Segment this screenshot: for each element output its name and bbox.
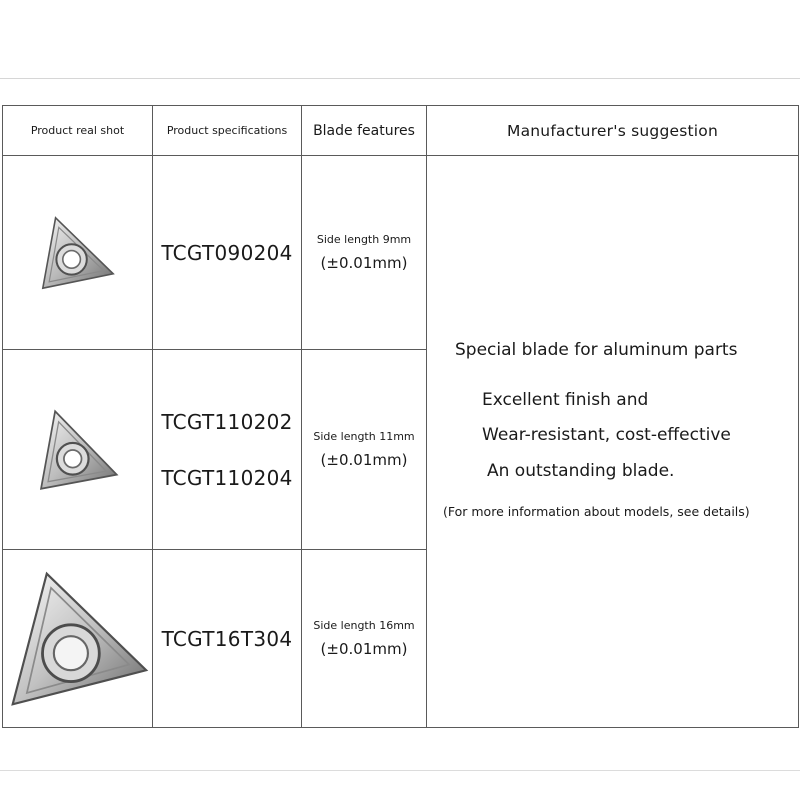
spec-code: TCGT110202: [161, 409, 293, 434]
spec-code: TCGT16T304: [161, 626, 293, 651]
triangular-insert-icon: [34, 406, 122, 494]
blade-feature-cell: [302, 350, 427, 550]
suggestion-line: Excellent finish and: [482, 390, 649, 410]
tolerance-label: (±0.01mm): [320, 254, 408, 272]
suggestion-line: An outstanding blade.: [487, 461, 675, 481]
bottom-divider: [0, 770, 800, 771]
product-photo-cell: [3, 156, 153, 350]
side-length-label: Side length 9mm: [316, 233, 412, 246]
product-photo-cell: [3, 550, 153, 728]
table-row: [3, 156, 799, 350]
top-divider: [0, 78, 800, 79]
header-product-specifications: Product specifications: [153, 106, 302, 156]
header-blade-features: Blade features: [302, 106, 427, 156]
spec-code: TCGT090204: [161, 240, 293, 265]
product-spec-cell: [153, 550, 302, 728]
header-manufacturer-suggestion: Manufacturer's suggestion: [427, 106, 799, 156]
spec-code: TCGT110204: [161, 465, 293, 490]
product-spec-cell: [153, 350, 302, 550]
product-photo-cell: [3, 350, 153, 550]
suggestion-line: Special blade for aluminum parts: [455, 340, 738, 360]
header-row: [3, 106, 799, 156]
blade-feature-cell: [302, 550, 427, 728]
header-product-real-shot: Product real shot: [3, 106, 153, 156]
suggestion-line: Wear-resistant, cost-effective: [482, 425, 731, 445]
product-spec-cell: [153, 156, 302, 350]
triangular-insert-icon: [38, 213, 118, 293]
blade-feature-cell: [302, 156, 427, 350]
triangular-insert-icon: [7, 568, 149, 710]
manufacturer-suggestion-cell: [427, 156, 799, 728]
tolerance-label: (±0.01mm): [320, 640, 408, 658]
side-length-label: Side length 11mm: [313, 430, 415, 443]
side-length-label: Side length 16mm: [313, 619, 415, 632]
tolerance-label: (±0.01mm): [320, 451, 408, 469]
product-spec-table: [2, 105, 799, 728]
suggestion-note: (For more information about models, see details): [443, 504, 750, 519]
